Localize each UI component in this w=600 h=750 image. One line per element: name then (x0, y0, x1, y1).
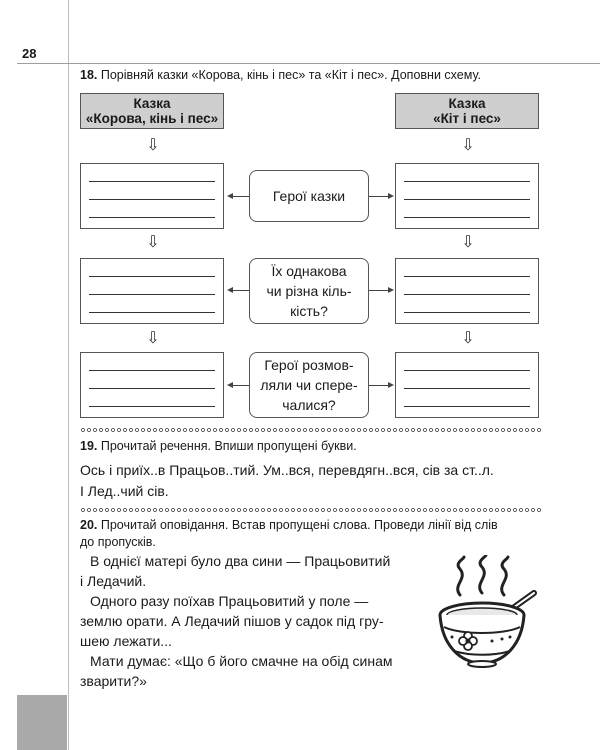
left-tale-header (80, 93, 224, 129)
answer-line (404, 294, 530, 295)
left-answer-box-3[interactable] (80, 352, 224, 418)
story-line: і Ледачий. (80, 573, 147, 589)
arrowhead-icon (227, 382, 233, 388)
arrowhead-icon (227, 287, 233, 293)
answer-line (89, 181, 215, 182)
story-paragraph-2 (80, 591, 384, 651)
task-19-number: 19. (80, 439, 98, 453)
answer-line (89, 276, 215, 277)
right-answer-box-1[interactable] (395, 163, 539, 229)
arrowhead-icon (388, 287, 394, 293)
center-box-count (249, 258, 369, 324)
task-18-text: Порівняй казки «Корова, кінь і пес» та «Кіт і пес». Доповни схему. (100, 68, 481, 82)
left-answer-box-2[interactable] (80, 258, 224, 324)
story-paragraph-1 (80, 551, 390, 591)
left-header-line2: «Корова, кінь і пес» (85, 111, 219, 126)
task-18-number: 18. (80, 68, 98, 82)
right-header-line1: Казка (448, 96, 486, 111)
answer-line (404, 199, 530, 200)
story-line: зварити?» (80, 673, 147, 689)
connector-left-3 (232, 385, 249, 386)
connector-right-2 (369, 290, 389, 291)
down-arrow-icon: ⇩ (461, 330, 475, 347)
center-box-2-line3: кість? (290, 303, 328, 319)
center-box-3-line2: ляли чи спере- (260, 377, 358, 393)
soup-bowl-icon (430, 555, 545, 670)
answer-line (404, 388, 530, 389)
connector-right-1 (369, 196, 389, 197)
answer-line (89, 312, 215, 313)
center-box-2-line2: чи різна кіль- (266, 283, 352, 299)
center-box-conversation (249, 352, 369, 418)
answer-line (404, 312, 530, 313)
connector-right-3 (369, 385, 389, 386)
down-arrow-icon: ⇩ (146, 137, 160, 154)
answer-line (404, 217, 530, 218)
answer-line (89, 217, 215, 218)
down-arrow-icon: ⇩ (461, 137, 475, 154)
down-arrow-icon: ⇩ (146, 234, 160, 251)
center-box-3-line1: Герої розмов- (264, 357, 354, 373)
center-box-1-line1: Герої казки (272, 188, 346, 204)
center-box-3-line3: чалися? (282, 397, 336, 413)
answer-line (404, 406, 530, 407)
section-divider (80, 428, 542, 432)
margin-line (68, 0, 69, 750)
arrowhead-icon (388, 193, 394, 199)
right-answer-box-2[interactable] (395, 258, 539, 324)
task-20-number: 20. (80, 518, 98, 532)
arrowhead-icon (388, 382, 394, 388)
task-20-text-line2: до пропусків. (80, 535, 156, 549)
down-arrow-icon: ⇩ (461, 234, 475, 251)
answer-line (404, 370, 530, 371)
right-answer-box-3[interactable] (395, 352, 539, 418)
right-tale-header (395, 93, 539, 129)
connector-left-1 (232, 196, 249, 197)
left-answer-box-1[interactable] (80, 163, 224, 229)
answer-line (404, 181, 530, 182)
task-20-text-line1: Прочитай оповідання. Встав пропущені слова. Проведи лінії від слів (100, 518, 498, 532)
arrowhead-icon (227, 193, 233, 199)
story-paragraph-3 (80, 651, 393, 691)
center-box-2-line1: Їх однакова (271, 263, 347, 279)
center-box-heroes (249, 170, 369, 222)
task-18-instruction (80, 67, 481, 84)
answer-line (89, 406, 215, 407)
story-line: землю орати. А Ледачий пішов у садок під гру- (80, 613, 384, 629)
left-header-line1: Казка (133, 96, 171, 111)
story-line: В однієї матері було два сини — Працьовитий (90, 553, 391, 569)
task-19-text: Прочитай речення. Впиши пропущені букви. (100, 439, 357, 453)
task-20-instruction (80, 517, 498, 551)
answer-line (89, 294, 215, 295)
answer-line (89, 199, 215, 200)
task-19-sentence-2[interactable]: І Лед..чий сів. (80, 483, 169, 499)
page-number: 28 (22, 46, 37, 61)
header-rule (17, 63, 600, 64)
answer-line (89, 370, 215, 371)
down-arrow-icon: ⇩ (146, 330, 160, 347)
story-line: Мати думає: «Що б його смачне на обід синам (90, 653, 393, 669)
story-line: шею лежати... (80, 633, 172, 649)
answer-line (89, 388, 215, 389)
story-line: Одного разу поїхав Працьовитий у поле — (90, 593, 369, 609)
answer-line (404, 276, 530, 277)
page-corner-tab (17, 695, 67, 750)
task-19-instruction (80, 438, 357, 455)
connector-left-2 (232, 290, 249, 291)
task-19-sentence-1[interactable]: Ось і приїх..в Працьов..тий. Ум..вся, перевдягн..вся, сів за ст..л. (80, 462, 494, 478)
right-header-line2: «Кіт і пес» (433, 111, 501, 126)
section-divider (80, 508, 542, 512)
